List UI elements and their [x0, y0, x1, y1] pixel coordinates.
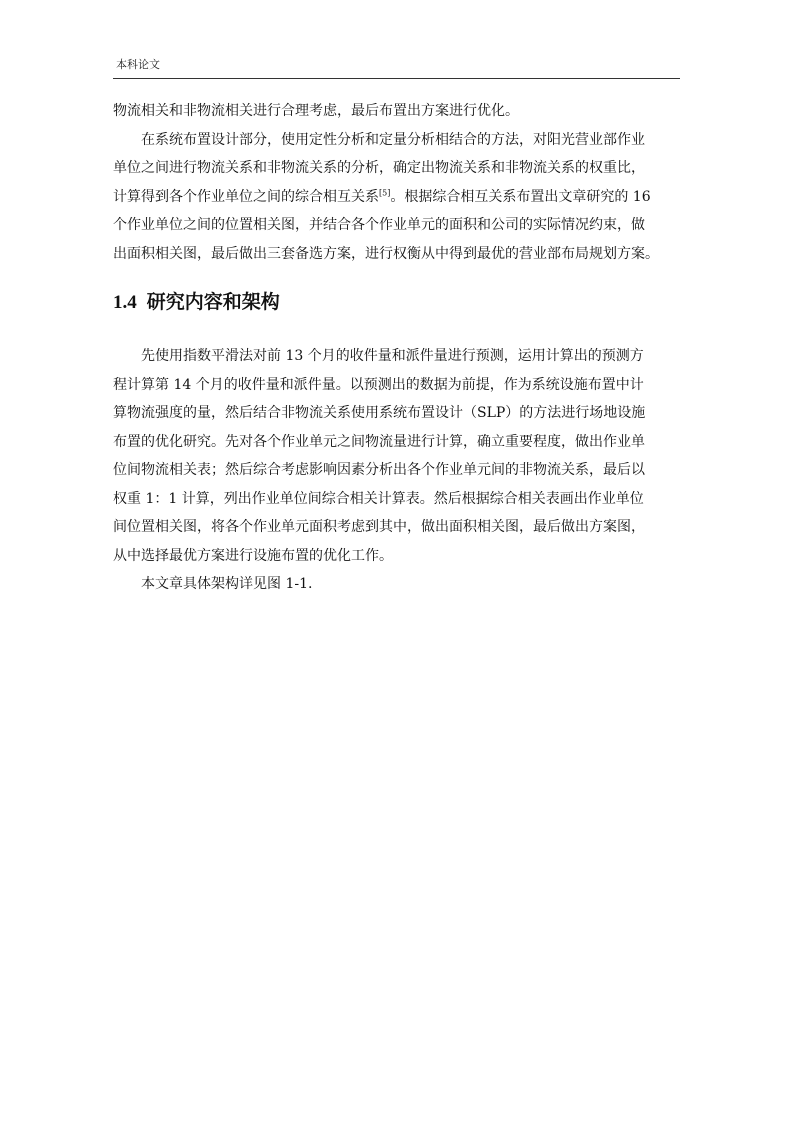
header-rule	[113, 78, 680, 79]
paragraph-research-content	[113, 342, 720, 570]
text-line: 从中选择最优方案进行设施布置的优化工作。	[113, 547, 393, 564]
paragraph-continuation	[113, 97, 720, 126]
running-header: 本科论文	[116, 58, 160, 71]
section-number: 1.4	[113, 292, 137, 313]
text-segment: 计算得到各个作业单位之间的综合相互关系	[113, 188, 379, 205]
text-line: 出面积相关图，最后做出三套备选方案，进行权衡从中得到最优的营业部布局规划方案。	[113, 245, 659, 262]
paragraph-slp-method	[113, 126, 720, 269]
text-line: 位间物流相关表；然后综合考虑影响因素分析出各个作业单元间的非物流关系，最后以	[113, 462, 645, 478]
text-line: 程计算第 14 个月的收件量和派件量。以预测出的数据为前提，作为系统设施布置中计	[113, 376, 644, 393]
section-title: 研究内容和架构	[146, 291, 280, 313]
page-body	[113, 97, 720, 599]
text-line: 单位之间进行物流关系和非物流关系的分析，确定出物流关系和非物流关系的权重比，	[113, 160, 645, 176]
text-line: 本文章具体架构详见图 1-1.	[141, 576, 313, 592]
citation-ref: [5]	[379, 187, 391, 197]
text-line: 布置的优化研究。先对各个作业单元之间物流量进行计算，确立重要程度，做出作业单	[113, 433, 645, 450]
text-line: 物流相关和非物流相关进行合理考虑，最后布置出方案进行优化。	[113, 103, 519, 119]
text-line: 间位置相关图，将各个作业单元面积考虑到其中，做出面积相关图，最后做出方案图，	[113, 519, 645, 535]
text-line: 先使用指数平滑法对前 13 个月的收件量和派件量进行预测，运用计算出的预测方	[141, 348, 644, 364]
text-segment: 。根据综合相互关系布置出文章研究的 16	[390, 188, 651, 205]
section-heading	[113, 287, 720, 317]
text-line-with-citation	[113, 183, 720, 212]
text-line: 算物流强度的量，然后结合非物流关系使用系统布置设计（SLP）的方法进行场地设施	[113, 405, 646, 421]
text-line: 个作业单位之间的位置相关图，并结合各个作业单元的面积和公司的实际情况约束，做	[113, 217, 645, 233]
paragraph-figure-reference	[113, 570, 720, 599]
text-line: 权重 1：1 计算，列出作业单位间综合相关计算表。然后根据综合相关表画出作业单位	[113, 490, 644, 507]
text-line: 在系统布置设计部分，使用定性分析和定量分析相结合的方法，对阳光营业部作业	[141, 131, 645, 148]
